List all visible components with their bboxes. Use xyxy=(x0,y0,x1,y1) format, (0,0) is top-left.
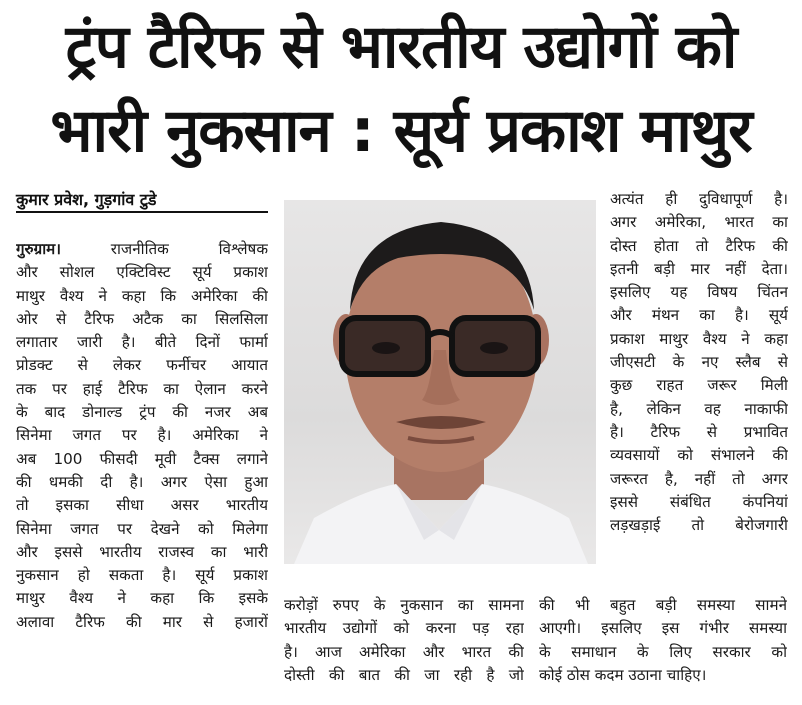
article-line: है, लेकिन वह नाकाफी xyxy=(610,399,788,418)
dateline: गुरुग्राम। xyxy=(16,240,61,258)
article-line: है। आज अमेरिका और भारत की xyxy=(284,642,524,661)
article-line: की धमकी दी है। अगर ऐसा हुआ xyxy=(16,472,268,491)
article-line: के समाधान के लिए सरकार को xyxy=(539,642,787,661)
article-line: जीएसटी के नए स्लैब से xyxy=(610,353,788,372)
article-line: लगातार जारी है। बीते दिनों फार्मा xyxy=(16,333,268,352)
article-line: माथुर वैश्य ने कहा कि अमेरिका की xyxy=(16,286,268,305)
article-column-1 xyxy=(16,238,268,634)
article-line: जरूरत है, नहीं तो अगर xyxy=(610,469,788,488)
article-line: कुछ राहत जरूर मिली xyxy=(610,376,788,395)
byline: कुमार प्रवेश, गुड़गांव टुडे xyxy=(16,190,157,209)
article-line: भारतीय उद्योगों को करना पड़ रहा xyxy=(284,619,524,638)
article-line: प्रोडक्ट से लेकर फर्नीचर आयात xyxy=(16,356,268,375)
article-line: कोई ठोस कदम उठाना चाहिए। xyxy=(539,665,707,684)
article-line: और सोशल एक्टिविस्ट सूर्य प्रकाश xyxy=(16,263,268,282)
article-line: इतनी बड़ी मार नहीं देता। xyxy=(610,259,788,278)
headline-line-1: ट्रंप टैरिफ से भारतीय उद्योगों को xyxy=(65,12,737,82)
headline-line-2: भारी नुकसान : सूर्य प्रकाश माथुर xyxy=(50,96,752,166)
article-line: गुरुग्राम। राजनीतिक विश्लेषक xyxy=(16,240,268,258)
article-column-3 xyxy=(539,594,787,687)
article-line: ओर से टैरिफ अटैक का सिलसिला xyxy=(16,309,268,328)
article-line: अगर अमेरिका, भारत का xyxy=(610,213,788,232)
article-column-4 xyxy=(610,188,788,537)
portrait-photo xyxy=(284,200,596,564)
article-line: की भी बहुत बड़ी समस्या सामने xyxy=(539,596,787,614)
article-line: इसलिए यह विषय चिंतन xyxy=(610,283,788,302)
byline-underline xyxy=(16,211,268,213)
article-line: व्यवसायों को संभालने की xyxy=(610,446,788,465)
article-column-2 xyxy=(284,594,524,687)
article-line: प्रकाश माथुर वैश्य ने कहा xyxy=(610,329,788,348)
portrait-illustration xyxy=(284,200,596,564)
article-line: है। टैरिफ से प्रभावित xyxy=(610,422,788,441)
article-line: लड़खड़ाई तो बेरोजगारी xyxy=(610,516,788,535)
article-line: आएगी। इसलिए इस गंभीर समस्या xyxy=(539,619,787,638)
article-line: तो इसका सीधा असर भारतीय xyxy=(16,496,268,515)
article-line: दोस्त होता तो टैरिफ की xyxy=(610,236,788,255)
article-line: करोड़ों रुपए के नुकसान का सामना xyxy=(284,596,524,614)
article-line: दोस्ती की बात की जा रही है जो xyxy=(284,665,524,684)
article-line: और इससे भारतीय राजस्व का भारी xyxy=(16,542,268,561)
article-line: अब 100 फीसदी मूवी टैक्स लगाने xyxy=(16,449,268,468)
article-line: अत्यंत ही दुविधापूर्ण है। xyxy=(610,190,788,208)
article-line: के बाद डोनाल्ड ट्रंप की नजर अब xyxy=(16,403,268,422)
article-line: नुकसान हो सकता है। सूर्य प्रकाश xyxy=(16,566,268,585)
article-line: और मंथन का है। सूर्य xyxy=(610,306,788,325)
article-line: तक पर हाई टैरिफ का ऐलान करने xyxy=(16,379,268,398)
article-line: अलावा टैरिफ की मार से हजारों xyxy=(16,612,268,631)
article-line: इससे संबंधित कंपनियां xyxy=(610,492,788,511)
article-line: सिनेमा जगत पर है। अमेरिका ने xyxy=(16,426,268,445)
article-line: माथुर वैश्य ने कहा कि इसके xyxy=(16,589,268,608)
article-line: सिनेमा जगत पर देखने को मिलेगा xyxy=(16,519,268,538)
